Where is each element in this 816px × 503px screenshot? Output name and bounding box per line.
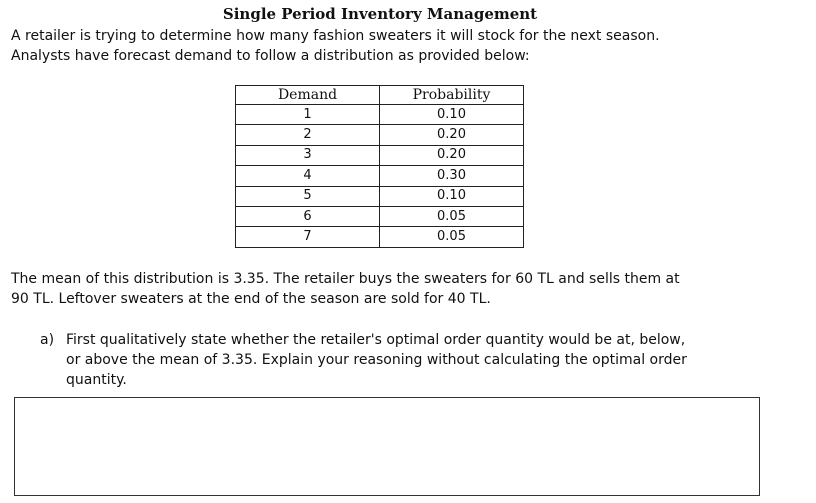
demand-distribution-table bbox=[235, 85, 524, 248]
probability-column-header: Probability bbox=[380, 86, 524, 105]
table-row bbox=[236, 227, 524, 247]
table-row bbox=[236, 206, 524, 226]
probability-cell: 0.10 bbox=[380, 105, 524, 125]
intro-line-2: Analysts have forecast demand to follow a distribution as provided below: bbox=[11, 48, 530, 64]
question-line-3: quantity. bbox=[66, 372, 127, 388]
demand-cell: 7 bbox=[236, 227, 380, 247]
table-header-row bbox=[236, 86, 524, 105]
probability-cell: 0.30 bbox=[380, 166, 524, 186]
table-row bbox=[236, 186, 524, 206]
probability-cell: 0.20 bbox=[380, 125, 524, 145]
probability-cell: 0.05 bbox=[380, 227, 524, 247]
demand-cell: 3 bbox=[236, 145, 380, 165]
question-line-1: First qualitatively state whether the retailer's optimal order quantity would be at, below, bbox=[66, 332, 686, 348]
demand-cell: 4 bbox=[236, 166, 380, 186]
table-row bbox=[236, 166, 524, 186]
summary-line-2: 90 TL. Leftover sweaters at the end of the season are sold for 40 TL. bbox=[11, 291, 491, 307]
probability-cell: 0.05 bbox=[380, 206, 524, 226]
summary-line-1: The mean of this distribution is 3.35. The retailer buys the sweaters for 60 TL and sells them at bbox=[11, 271, 680, 287]
probability-cell: 0.10 bbox=[380, 186, 524, 206]
intro-paragraph bbox=[11, 26, 801, 66]
probability-cell: 0.20 bbox=[380, 145, 524, 165]
table-row bbox=[236, 125, 524, 145]
demand-cell: 1 bbox=[236, 105, 380, 125]
demand-cell: 5 bbox=[236, 186, 380, 206]
table-row bbox=[236, 105, 524, 125]
demand-cell: 2 bbox=[236, 125, 380, 145]
question-label: a) bbox=[40, 332, 55, 348]
answer-input-box[interactable] bbox=[14, 397, 760, 496]
intro-line-1: A retailer is trying to determine how many fashion sweaters it will stock for the next season. bbox=[11, 28, 660, 44]
question-line-2: or above the mean of 3.35. Explain your reasoning without calculating the optimal order bbox=[66, 352, 687, 368]
demand-column-header: Demand bbox=[236, 86, 380, 105]
table-row bbox=[236, 145, 524, 165]
question-text bbox=[66, 330, 796, 390]
page-title: Single Period Inventory Management bbox=[222, 5, 538, 23]
demand-cell: 6 bbox=[236, 206, 380, 226]
summary-paragraph bbox=[11, 269, 801, 309]
